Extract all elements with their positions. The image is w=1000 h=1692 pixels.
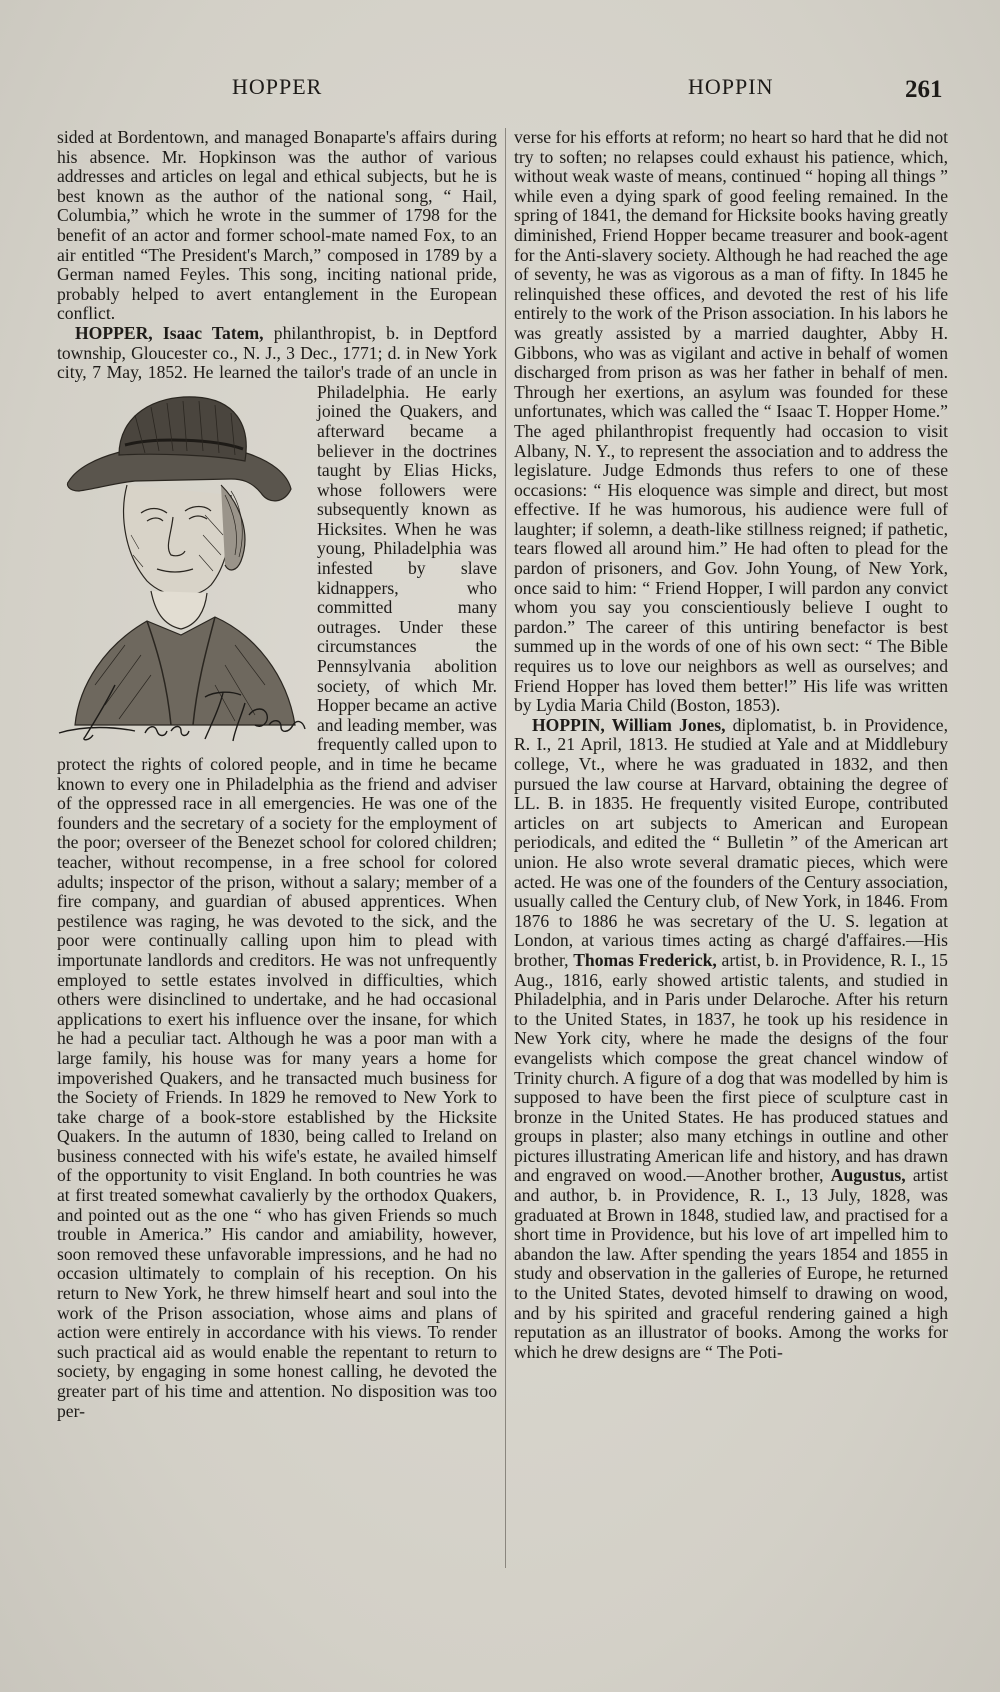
hopper-continuation: verse for his efforts at reform; no heart so hard that he did not try to soften; no relapses could exhaust his patience, which, without weak waste of means, continued “ hoping all things ” while even a dying spark of good feeling remained. In the spring of 1841, the demand for Hicksite books having greatly diminished, Friend Hopper became treasurer and book-agent for the Anti-slavery society. Although he had reached the age of seventy, he was as vigorous as a man of fifty. In 1845 he relinquished these offices, and devoted the rest of his life entirely to the work of the Prison association. In his labors he was greatly assisted by a married daughter, Abby H. Gibbons, who was as vigilant and active in behalf of women discharged from prison as was her father in behalf of men. Through her exertions, an asylum was founded for these unfortunates, which was called the “ Isaac T. Hopper Home.” The aged philanthropist frequently had occasion to visit Albany, N. Y., to represent the association and to address the legislature. Judge Edmonds thus refers to one of these occasions: “ His eloquence was simple and direct, but most effective. If he was humorous, his audience were full of laughter; if solemn, a death-like stillness reigned; if pathetic, tears flowed all around him.” He had often to plead for the pardon of prisoners, and Gov. John Young, of New York, once said to him: “ Friend Hopper, I will pardon any convict whom you say you conscientiously believe I ought to pardon.” The career of this untiring benefactor is best summed up in the words of one of his own sect: “ The Bible requires us to love our neighbors as well as ourselves; and Friend Hopper has loved them better!” His life was written by Lydia Maria Child (Boston, 1853). bbox=[514, 127, 949, 716]
hopper-entry-heading: HOPPER, Isaac Tatem, bbox=[75, 322, 264, 343]
portrait-engraving bbox=[55, 385, 309, 753]
hopper-portrait bbox=[55, 385, 309, 753]
hoppin-entry-text: diplomatist, b. in Providence, R. I., 21 April, 1813. He studied at Yale and at Middlebury college, Vt., where he was graduated in 1832, and then pursued the law course at Harvard, obtaining the degree of LL. B. in 1835. He frequently visited Europe, contributed articles on art subjects to American and European periodicals, and edited the “ Bulletin ” of the American art union. He also wrote several dramatic pieces, which were acted. He was one of the founders of the Century association, usually called the Century club, of New York, in 1846. From 1876 to 1886 he was secretary of the U. S. legation at London, at various times acting as chargé d'affaires.—His brother, bbox=[514, 714, 949, 970]
hopper-entry-text-rest: the tailor's trade of an uncle in Philadelphia. He early joined the Quakers, and afterward became a believer in the doctrines taught by Elias Hicks, whose followers were subsequently known as Hicksites. When he was young, Philadelphia was infested by slave kidnappers, who committed many outrages. Under these circumstances the Pennsylvania abolition society, of which Mr. Hopper became an active and leading member, was frequently called upon to protect the rights of colored people, and in time he became known to every one in Philadelphia as the friend and adviser of the oppressed race in all emergencies. He was one of the founders and the secretary of a society for the employment of the poor; overseer of the Benezet school for colored children; teacher, without recompense, in a free school for colored adults; inspector of the prison, without a salary; member of a fire company, and guardian of abused apprentices. When pestilence was raging, he was devoted to the sick, and the poor were continually calling upon him to plead with importunate landlords and creditors. He was not unfrequently employed to settle estates involved in difficulties, which others were disinclined to undertake, and he had occasional applications to exert his influence over the insane, for which he had a peculiar tact. Although he was a poor man with a large family, his house was for many years a home for impoverished Quakers, and he transacted much business for the Society of Friends. In 1829 he removed to New York to take charge of a book-store established by the Hicksite Quakers. In the autumn of 1830, being called to Ireland on business connected with his wife's estate, he availed himself of the opportunity to visit England. In both countries he was at first treated somewhat cavalierly by the orthodox Quakers, and pointed out as the one “ who has given Friends so much trouble in America.” His candor and amiability, however, soon removed these unfavorable impressions, and he had no occasion ultimately to complain of his reception. On his return to New York, he threw himself heart and soul into the work of the Prison association, whose aims and plans of action were entirely in accordance with his views. To render such practical aid as would enable the repentant to return to society, by engaging in some honest calling, he devoted the greater part of his time and attention. No disposition was too per- bbox=[57, 362, 497, 1421]
thomas-text: artist, b. in Providence, R. I., 15 Aug., 1816, early showed artistic talents, and studied in Philadelphia, and in Paris under Delaroche. After his return to the United States, in 1837, he took up his residence in New York city, where he made the designs of the four evangelists which compose the great chancel window of Trinity church. A figure of a dog that was modelled by him is supposed to have been the first piece of sculpture cast in bronze in the United States. He has produced statues and groups in plaster; also many etchings in outline and other pictures illustrating American life and history, and has drawn and engraved on wood.—Another brother, bbox=[514, 949, 948, 1186]
page-number: 261 bbox=[905, 76, 943, 103]
augustus-text: artist and author, b. in Providence, R. I., 13 July, 1828, was graduated at Brown in 1848, studied law, and practised for a short time in Providence, but his love of art impelled him to abandon the law. After spending the years 1854 and 1855 in study and observation in the galleries of Europe, he returned to the United States, devoted himself to drawing on wood, and by his spirited and graceful rendering gained a high reputation as an illustrator of books. Among the works for which he drew designs are “ The Poti- bbox=[514, 1165, 949, 1362]
column-divider bbox=[505, 128, 506, 1568]
right-guide-word: HOPPIN bbox=[688, 74, 774, 99]
hoppin-entry bbox=[514, 716, 948, 1363]
hoppin-entry-heading: HOPPIN, William Jones, bbox=[532, 714, 726, 735]
running-header bbox=[0, 74, 1000, 114]
right-column bbox=[514, 128, 948, 1362]
hopper-entry bbox=[57, 324, 497, 1421]
left-column bbox=[57, 128, 497, 1421]
left-guide-word: HOPPER bbox=[232, 74, 323, 99]
thomas-heading: Thomas Frederick, bbox=[573, 949, 717, 970]
hopper-entry-text-start: philanthropist, b. in Deptford township, Gloucester co., N. J., 3 Dec., 1771; d. in New York city, 7 May, 1852. He learned bbox=[57, 322, 498, 383]
hopkinson-paragraph: sided at Bordentown, and managed Bonaparte's affairs during his absence. Mr. Hopkinson was the author of various addresses and articles on legal and ethical subjects, but he is best known as the author of the national song, “ Hail, Columbia,” which he wrote in the summer of 1798 for the benefit of an actor and former school-mate named Fox, to an air entitled “The President's March,” composed in 1789 by a German named Feyles. This song, inciting national pride, probably helped to avert entanglement in the European conflict. bbox=[57, 127, 497, 324]
augustus-heading: Augustus, bbox=[830, 1165, 906, 1186]
